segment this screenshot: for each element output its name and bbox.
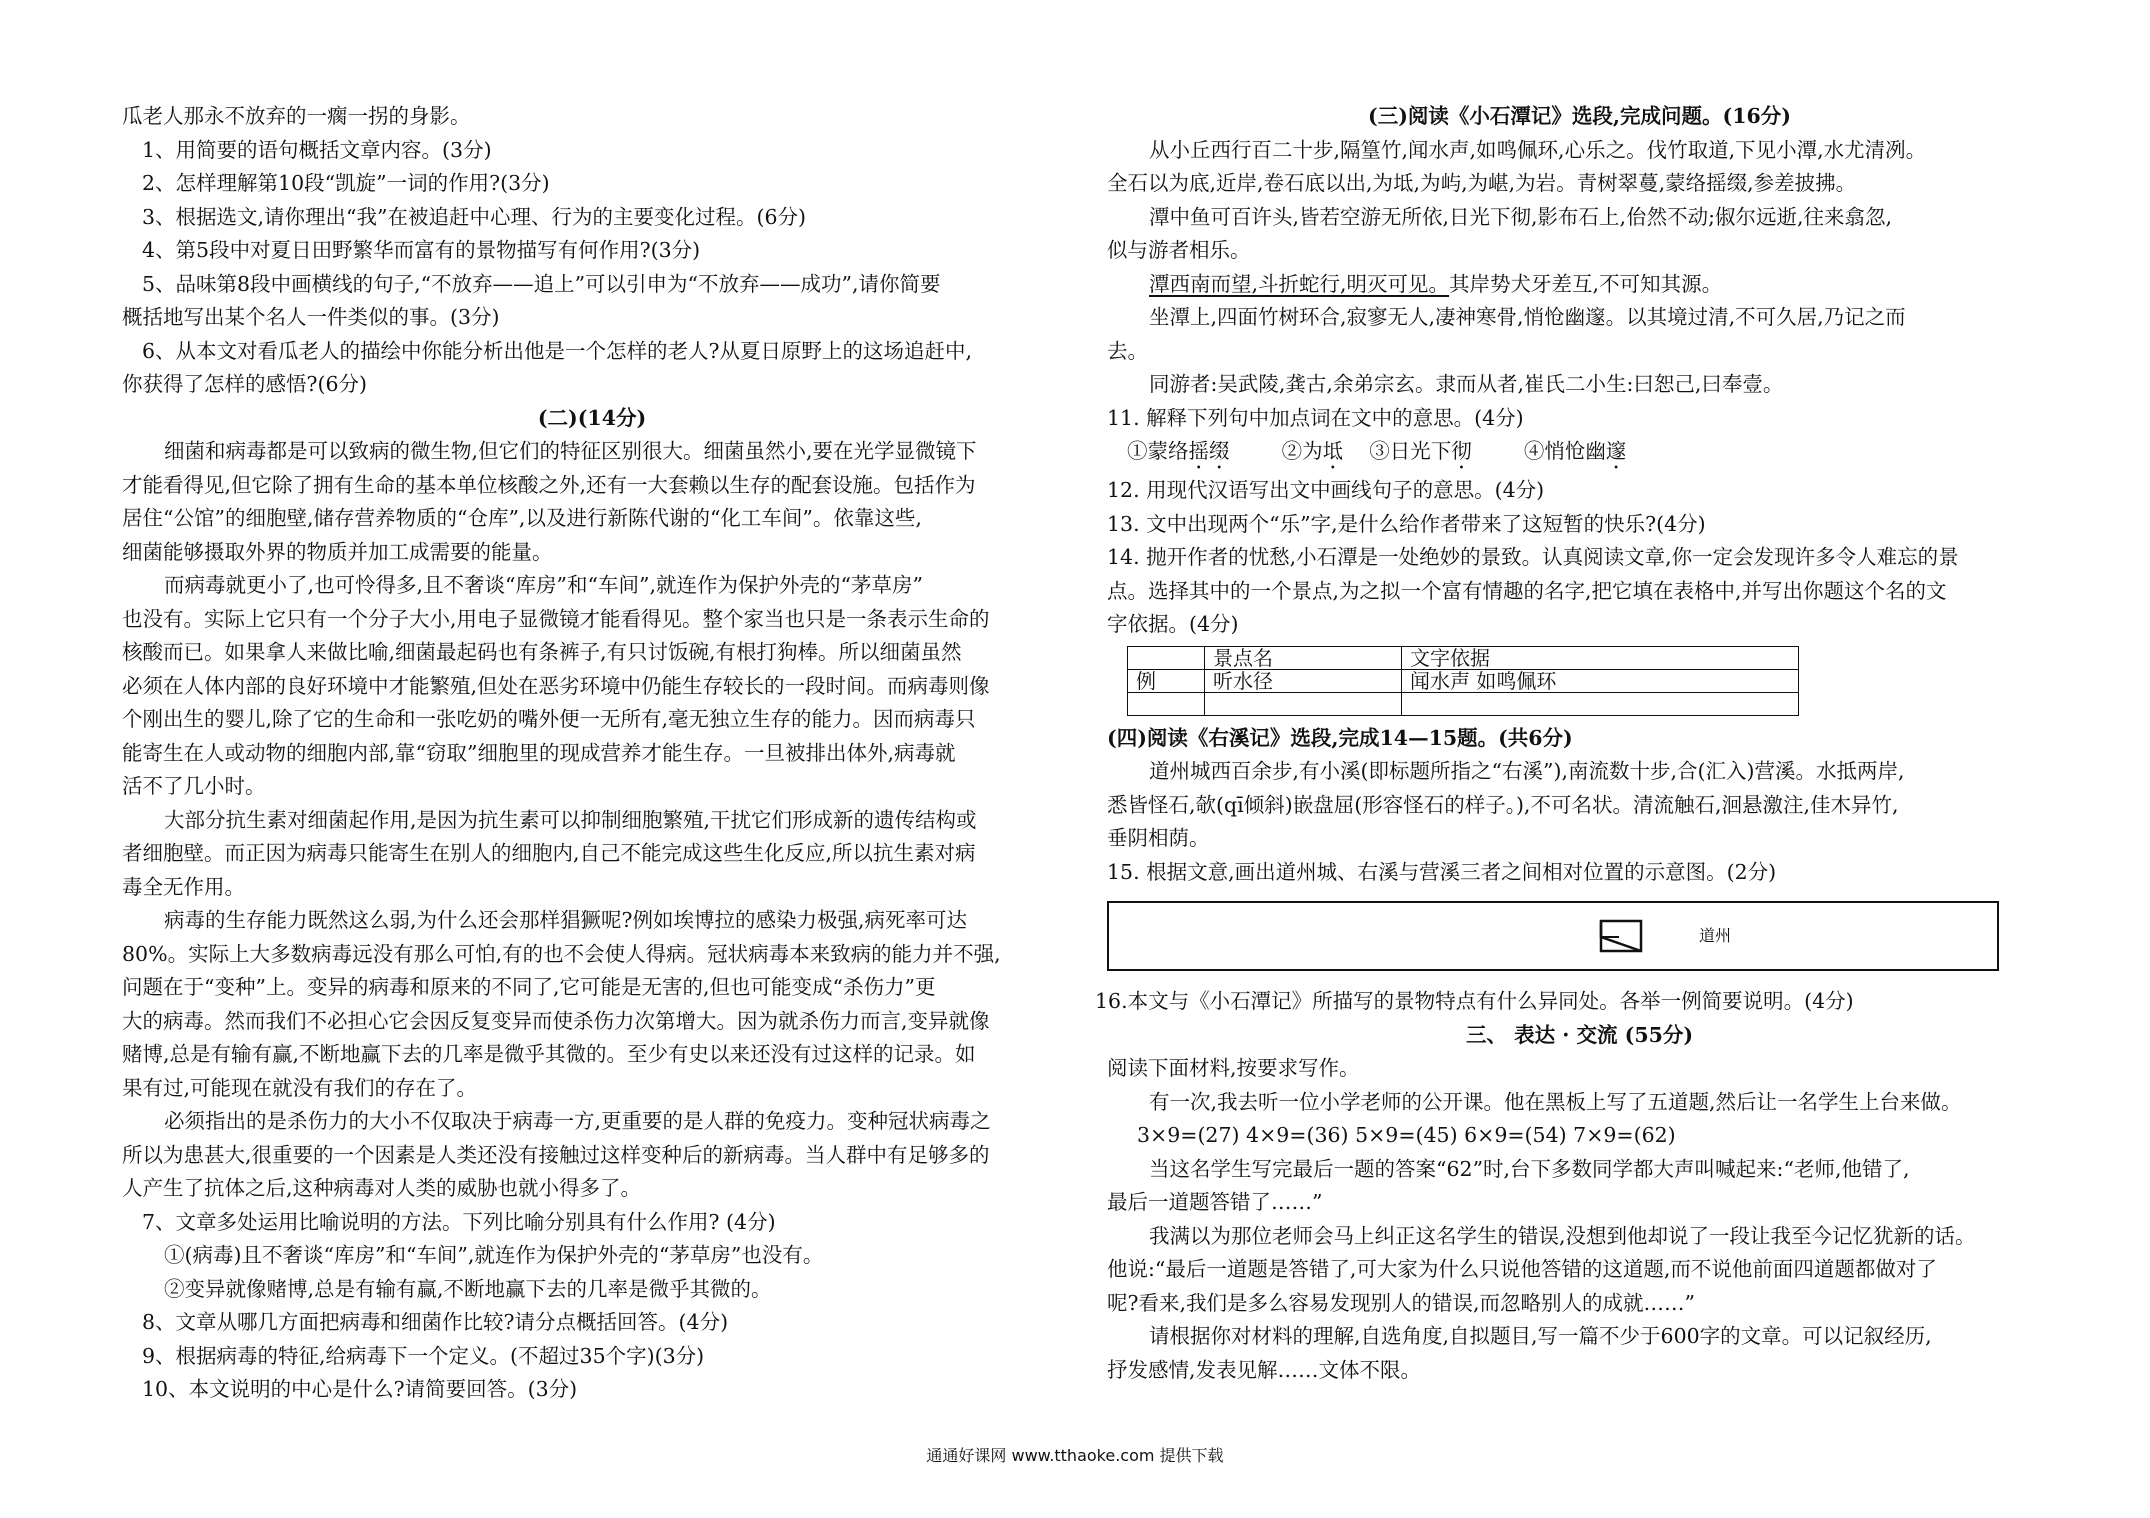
question-6: 6、从本文对看瓜老人的描绘中你能分析出他是一个怎样的老人?从夏日原野上的这场追赶中, (142, 338, 973, 363)
underlined-sentence: 潭西南而望,斗折蛇行,明灭可见。 (1149, 271, 1450, 296)
classical-passage-line: 道州城西百余步,有小溪(即标题所指之“右溪”),南流数十步,合(汇入)营溪。水抵两岸, (1149, 759, 1905, 783)
table-cell (1128, 646, 1205, 669)
passage-line: 居住“公馆”的细胞壁,储存营养物质的“仓库”,以及进行新陈代谢的“化工车间”。依靠这些, (122, 506, 922, 530)
table-cell (1128, 692, 1205, 715)
section-three-title: 三、 表达 · 交流 (55分) (1465, 1022, 1694, 1047)
text-line: 瓜老人那永不放弃的一瘸一拐的身影。 (122, 104, 471, 128)
city-square-icon (1599, 919, 1643, 953)
passage-line: 能寄生在人或动物的细胞内部,靠“窃取”细胞里的现成营养才能生存。一旦被排出体外,病毒就 (122, 740, 956, 765)
classical-passage-line: 同游者:吴武陵,龚古,余弟宗玄。隶而从者,崔氏二小生:曰恕己,曰奉壹。 (1149, 372, 1784, 396)
question-9: 9、根据病毒的特征,给病毒下一个定义。(不超过35个字)(3分) (142, 1343, 705, 1368)
passage-line: 80%。实际上大多数病毒远没有那么可怕,有的也不会使人得病。冠状病毒本来致病的能力并不强, (122, 941, 1001, 966)
passage-line: 也没有。实际上它只有一个分子大小,用电子显微镜才能看得见。整个家当也只是一条表示生命的 (122, 606, 990, 631)
right-column (1095, 100, 2052, 1387)
passage-line: 者细胞壁。而正因为病毒只能寄生在别人的细胞内,自己不能完成这些生化反应,所以抗生素对病 (122, 841, 976, 865)
table-cell: 例 (1128, 669, 1205, 692)
map-answer-box (1107, 901, 1999, 971)
classical-passage-line: 全石以为底,近岸,卷石底以出,为坻,为屿,为嵁,为岩。青树翠蔓,蒙络摇缀,参差披拂。 (1107, 171, 1857, 195)
left-column (122, 100, 1062, 1407)
passage-text: 其岸势犬牙差互,不可知其源。 (1449, 271, 1723, 296)
section-3-title: (三)阅读《小石潭记》选段,完成问题。(16分) (1368, 104, 1791, 128)
section-2-title: (二)(14分) (537, 405, 647, 430)
question-4: 4、第5段中对夏日田野繁华而富有的景物描写有何作用?(3分) (142, 238, 701, 262)
classical-passage-line: 潭中鱼可百许头,皆若空游无所依,日光下彻,影布石上,佁然不动;俶尔远逝,往来翕忽, (1149, 204, 1893, 229)
question-1: 1、用简要的语句概括文章内容。(3分) (142, 137, 492, 162)
footer-credit: 通通好课网 www.tthaoke.com 提供下载 (926, 1446, 1224, 1465)
q11-item-d: ④悄怆幽邃 (1523, 439, 1627, 463)
passage-line: 才能看得见,但它除了拥有生命的基本单位核酸之外,还有一大套赖以生存的配套设施。包括作为 (122, 472, 976, 497)
passage-line: 所以为患甚大,很重要的一个因素是人类还没有接触过这样变种后的新病毒。当人群中有足够多的 (122, 1142, 990, 1167)
table-cell (1205, 692, 1402, 715)
question-5-cont: 概括地写出某个名人一件类似的事。(3分) (122, 305, 500, 329)
table-row (1128, 669, 1799, 692)
passage-line: 人产生了抗体之后,这种病毒对人类的威胁也就小得多了。 (122, 1176, 642, 1200)
passage-line: 果有过,可能现在就没有我们的存在了。 (122, 1075, 478, 1100)
passage-line: 细菌和病毒都是可以致病的微生物,但它们的特征区别很大。细菌虽然小,要在光学显微镜下 (164, 439, 977, 463)
question-14-cont: 字依据。(4分) (1107, 612, 1239, 636)
passage-line: 细菌能够摄取外界的物质并加工成需要的能量。 (122, 539, 553, 564)
question-11-items (1107, 435, 2052, 474)
question-14: 14. 抛开作者的忧愁,小石潭是一处绝妙的景致。认真阅读文章,你一定会发现许多令人难忘的景 (1107, 545, 1959, 569)
passage-line: 个刚出生的婴儿,除了它的生命和一张吃奶的嘴外便一无所有,毫无独立生存的能力。因而病毒只 (122, 707, 976, 731)
scenic-spot-table (1127, 646, 1799, 716)
classical-passage-line: 垂阴相荫。 (1107, 826, 1210, 850)
passage-line: 活不了几小时。 (122, 774, 266, 798)
passage-line: 大部分抗生素对细菌起作用,是因为抗生素可以抑制细胞繁殖,干扰它们形成新的遗传结构或 (164, 807, 977, 832)
q11-item-b: ②为坻 (1281, 439, 1344, 463)
writing-material-line: 有一次,我去听一位小学老师的公开课。他在黑板上写了五道题,然后让一名学生上台来做。 (1149, 1089, 1962, 1114)
table-header-row (1128, 646, 1799, 669)
passage-line: 大的病毒。然而我们不必担心它会因反复变异而使杀伤力次第增大。因为就杀伤力而言,变异就像 (122, 1008, 990, 1033)
writing-material-line: 他说:“最后一道题是答错了,可大家为什么只说他答错的这道题,而不说他前面四道题都做对了 (1107, 1257, 1937, 1281)
classical-passage-line: 似与游者相乐。 (1107, 238, 1251, 262)
writing-requirement: 抒发感情,发表见解……文体不限。 (1107, 1357, 1422, 1382)
question-7-item-2: ②变异就像赌博,总是有输有赢,不断地赢下去的几率是微乎其微的。 (164, 1276, 772, 1301)
writing-instruction: 阅读下面材料,按要求写作。 (1107, 1056, 1360, 1080)
classical-passage-line: 坐潭上,四面竹树环合,寂寥无人,凄神寒骨,悄怆幽邃。以其境过清,不可久居,乃记之而 (1149, 305, 1906, 329)
writing-requirement: 请根据你对材料的理解,自选角度,自拟题目,写一篇不少于600字的文章。可以记叙经历, (1149, 1324, 1932, 1348)
passage-line: 赌博,总是有输有赢,不断地赢下去的几率是微乎其微的。至少有史以来还没有过这样的记录。如 (122, 1042, 976, 1066)
classical-passage-line (1107, 268, 2052, 302)
question-6-cont: 你获得了怎样的感悟?(6分) (122, 372, 368, 396)
question-11: 11. 解释下列句中加点词在文中的意思。(4分) (1107, 405, 1524, 430)
writing-material-line: 当这名学生写完最后一题的答案“62”时,台下多数同学都大声叫喊起来:“老师,他错了, (1149, 1156, 1910, 1181)
section-4-title: (四)阅读《右溪记》选段,完成14—15题。(共6分) (1107, 725, 1573, 750)
table-row-blank (1128, 692, 1799, 715)
question-15: 15. 根据文意,画出道州城、右溪与营溪三者之间相对位置的示意图。(2分) (1107, 859, 1777, 884)
passage-line: 问题在于“变种”上。变异的病毒和原来的不同了,它可能是无害的,但也可能变成“杀伤力”更 (122, 975, 936, 999)
passage-line: 必须在人体内部的良好环境中才能繁殖,但处在恶劣环境中仍能生存较长的一段时间。而病毒则像 (122, 673, 990, 698)
table-cell: 听水径 (1205, 669, 1402, 692)
classical-passage-line: 从小丘西行百二十步,隔篁竹,闻水声,如鸣佩环,心乐之。伐竹取道,下见小潭,水尤清冽。 (1149, 137, 1927, 162)
question-2: 2、怎样理解第10段“凯旋”一词的作用?(3分) (142, 171, 550, 195)
question-14-cont: 点。选择其中的一个景点,为之拟一个富有情趣的名字,把它填在表格中,并写出你题这个名的文 (1107, 578, 1947, 603)
passage-line: 病毒的生存能力既然这么弱,为什么还会那样猖獗呢?例如埃博拉的感染力极强,病死率可达 (164, 908, 968, 932)
table-cell: 景点名 (1205, 646, 1402, 669)
question-7: 7、文章多处运用比喻说明的方法。下列比喻分别具有什么作用? (4分) (142, 1209, 776, 1234)
table-cell: 文字依据 (1402, 646, 1799, 669)
question-13: 13. 文中出现两个“乐”字,是什么给作者带来了这短暂的快乐?(4分) (1107, 511, 1706, 536)
writing-material-line: 我满以为那位老师会马上纠正这名学生的错误,没想到他却说了一段让我至今记忆犹新的话。 (1149, 1223, 1976, 1248)
passage-line: 核酸而已。如果拿人来做比喻,细菌最起码也有条裤子,有只讨饭碗,有根打狗棒。所以细菌虽然 (122, 640, 962, 664)
classical-passage-line: 去。 (1107, 338, 1148, 363)
question-12: 12. 用现代汉语写出文中画线句子的意思。(4分) (1107, 478, 1545, 502)
passage-line: 毒全无作用。 (122, 874, 245, 899)
question-3: 3、根据选文,请你理出“我”在被追赶中心理、行为的主要变化过程。(6分) (142, 204, 807, 229)
q11-item-a: ①蒙络摇缀 (1127, 439, 1230, 463)
question-10: 10、本文说明的中心是什么?请简要回答。(3分) (142, 1377, 578, 1401)
passage-line: 必须指出的是杀伤力的大小不仅取决于病毒一方,更重要的是人群的免疫力。变种冠状病毒之 (164, 1109, 991, 1133)
writing-equations: 3×9=(27) 4×9=(36) 5×9=(45) 6×9=(54) 7×9=(62) (1137, 1123, 1676, 1147)
question-16: 16.本文与《小石潭记》所描写的景物特点有什么异同处。各举一例简要说明。(4分) (1095, 989, 1854, 1013)
question-7-item-1: ①(病毒)且不奢谈“库房”和“车间”,就连作为保护外壳的“茅草房”也没有。 (164, 1243, 824, 1267)
question-8: 8、文章从哪几方面把病毒和细菌作比较?请分点概括回答。(4分) (142, 1310, 729, 1334)
table-cell (1402, 692, 1799, 715)
writing-material-line: 最后一道题答错了……” (1107, 1190, 1323, 1214)
passage-line: 而病毒就更小了,也可怜得多,且不奢谈“库房”和“车间”,就连作为保护外壳的“茅草房” (164, 573, 923, 597)
q11-item-c: ③日光下彻 (1369, 439, 1472, 463)
table-cell: 闻水声 如鸣佩环 (1402, 669, 1799, 692)
classical-passage-line: 悉皆怪石,欹(qī倾斜)嵌盘屈(形容怪石的样子。),不可名状。清流触石,洄悬激注,佳木异竹, (1107, 792, 1899, 817)
question-5: 5、品味第8段中画横线的句子,“不放弃——追上”可以引申为“不放弃——成功”,请你简要 (142, 271, 941, 296)
writing-material-line: 呢?看来,我们是多么容易发现别人的错误,而忽略别人的成就……” (1107, 1290, 1696, 1315)
map-city-label: 道州 (1699, 926, 1732, 945)
